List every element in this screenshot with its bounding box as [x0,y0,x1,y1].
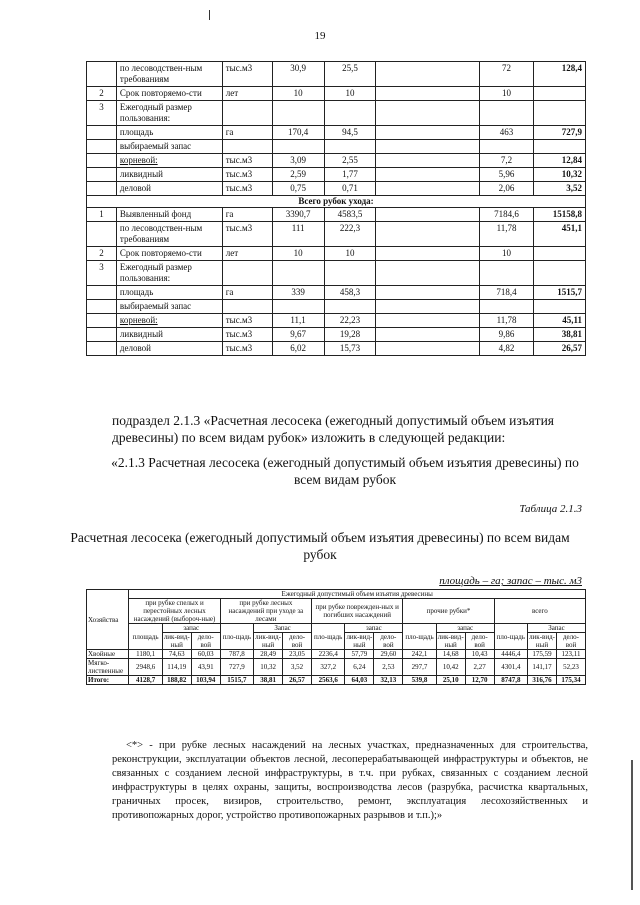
row-name: Выявленный фонд [116,208,222,222]
value-cell: 28,49 [254,650,283,659]
zapas-header-2: Запас [254,624,312,633]
row-unit: тыс.м3 [222,342,272,356]
value-cell: 718,4 [480,286,534,300]
liquid-header-2: лик-вид-ный [255,633,282,649]
footnote-text: <*> - при рубке лесных насаждений на лесных участках, предназначенных для строительства, реконструкции, эксплуатации объектов лесной, лесоперерабатывающей инфраструктуры и объектов, не связанных с созданием лесной инфраструктуры, в т.ч. при рубках, связанных с созданием лесной инфраструктуры в целях охраны, защиты, воспроизводства лесов (разрубка, расчистка квартальных, граничных просек, визиров, строительство, ремонт, эксплуатация лесохозяйственных и противопожарных дорог, устройство противопожарных разрывов и т.п.);» [112,740,588,821]
row-name: выбираемый запас [116,300,222,314]
value-cell: 4583,5 [324,208,376,222]
total-cell: 45,11 [533,314,585,328]
row-unit [222,300,272,314]
units-note: площадь – га; запас – тыс. м3 [439,575,582,587]
table-row [87,222,586,247]
business-header-3: дело-вой [374,633,403,650]
total-cell [533,87,585,101]
total-cell: 1515,7 [533,286,585,300]
value-cell [376,342,480,356]
scan-mark [209,10,210,20]
table-row [87,101,586,126]
row-unit: тыс.м3 [222,154,272,168]
row-number: 3 [87,101,117,126]
row-number [87,328,117,342]
row-number: 1 [87,208,117,222]
row-unit: тыс.м3 [222,328,272,342]
zapas-header-1: запас [162,624,220,633]
value-cell: 6,02 [272,342,324,356]
row-number [87,62,117,87]
value-cell: 3,09 [272,154,324,168]
value-cell [376,62,480,87]
top-header: Ежегодный допустимый объем изъятия древесины [129,590,586,599]
total-cell: 451,1 [533,222,585,247]
row-name: Срок повторяемо-сти [116,247,222,261]
value-cell [376,182,480,196]
row-unit: тыс.м3 [222,182,272,196]
table-title: Расчетная лесосека (ежегодный допустимый объем изъятия древесины) по всем видам рубок [70,530,570,562]
footnote [112,739,588,823]
value-cell [272,140,324,154]
group-1: при рубке спелых и перестойных лесных насаждений (выбороч-ные) [129,599,220,624]
row-unit: тыс.м3 [222,62,272,87]
value-cell: 0,75 [272,182,324,196]
paragraph-section-title: «2.1.3 Расчетная лесосека (ежегодный допустимый объем изъятия древесины) по всем видам рубок [111,455,579,487]
total-cell [533,247,585,261]
value-cell: 32,13 [374,676,403,685]
table-row [87,328,586,342]
table-row [87,168,586,182]
row-number: 2 [87,87,117,101]
value-cell: 25,10 [436,676,465,685]
row-number [87,286,117,300]
table-row [87,676,586,685]
value-cell: 2,06 [480,182,534,196]
value-cell [376,154,480,168]
value-cell: 6,24 [345,659,374,676]
value-cell: 4301,4 [494,659,527,676]
total-cell: 727,9 [533,126,585,140]
total-cell: 26,57 [533,342,585,356]
value-cell: 1515,7 [220,676,253,685]
value-cell: 463 [480,126,534,140]
liquid-header-4: лик-вид-ный [437,633,464,649]
value-cell [376,247,480,261]
value-cell: 14,68 [436,650,465,659]
value-cell: 10,43 [465,650,494,659]
row-number [87,342,117,356]
value-cell: 2,27 [465,659,494,676]
table-row [87,659,586,676]
farm-name: Мягко-лиственные [87,659,129,676]
value-cell: 141,17 [528,659,557,676]
area-header-4: пло-щадь [403,624,436,650]
value-cell: 74,63 [162,650,191,659]
value-cell: 1180,1 [129,650,162,659]
value-cell: 19,28 [324,328,376,342]
value-cell: 175,59 [528,650,557,659]
table-row [87,140,586,154]
row-number [87,126,117,140]
row-name: деловой [116,342,222,356]
business-header-4: дело-вой [465,633,494,650]
table-row [87,182,586,196]
row-name: по лесоводствен-ным требованиям [116,222,222,247]
row-number [87,182,117,196]
value-cell: 111 [272,222,324,247]
row-name: по лесоводствен-ным требованиям [116,62,222,87]
total-cell [533,140,585,154]
row-number [87,222,117,247]
row-name: площадь [116,126,222,140]
value-cell: 25,5 [324,62,376,87]
row-unit [222,261,272,286]
table-row [87,126,586,140]
value-cell [376,208,480,222]
table-row [87,314,586,328]
value-cell: 3390,7 [272,208,324,222]
value-cell [376,140,480,154]
table-row [87,342,586,356]
value-cell: 188,82 [162,676,191,685]
zapas-header-5: Запас [528,624,586,633]
value-cell: 11,1 [272,314,324,328]
value-cell [376,101,480,126]
value-cell: 26,57 [283,676,312,685]
value-cell: 64,03 [345,676,374,685]
liquid-header-5: лик-вид-ный [529,633,555,649]
total-cell: 15158,8 [533,208,585,222]
value-cell [376,300,480,314]
business-header-1: дело-вой [191,633,220,650]
value-cell [324,101,376,126]
value-cell [480,300,534,314]
value-cell: 60,03 [191,650,220,659]
total-cell: 12,84 [533,154,585,168]
value-cell: 10 [324,247,376,261]
value-cell: 11,78 [480,222,534,247]
row-number [87,140,117,154]
value-cell [480,261,534,286]
value-cell: 103,94 [191,676,220,685]
value-cell [480,101,534,126]
row-unit: лет [222,247,272,261]
value-cell: 0,71 [324,182,376,196]
value-cell: 10,32 [254,659,283,676]
forest-table [86,61,586,356]
area-header-2: пло-щадь [220,624,253,650]
row-unit [222,140,272,154]
table-row [87,62,586,87]
value-cell: 22,23 [324,314,376,328]
total-cell [533,261,585,286]
farm-name: Хвойные [87,650,129,659]
value-cell: 123,11 [557,650,586,659]
zapas-header-3: запас [345,624,403,633]
farm-name: Итого: [87,676,129,685]
total-cell: 38,81 [533,328,585,342]
row-name: ликвидный [116,328,222,342]
value-cell: 10,42 [436,659,465,676]
value-cell: 9,86 [480,328,534,342]
value-cell [272,101,324,126]
value-cell [480,140,534,154]
area-header-1: площадь [129,624,162,650]
value-cell: 458,3 [324,286,376,300]
value-cell [324,300,376,314]
value-cell [324,261,376,286]
value-cell: 242,1 [403,650,436,659]
value-cell: 4,82 [480,342,534,356]
row-number: 2 [87,247,117,261]
value-cell: 8747,8 [494,676,527,685]
total-cell [533,300,585,314]
value-cell: 23,05 [283,650,312,659]
value-cell: 2,59 [272,168,324,182]
row-name: корневой: [116,314,222,328]
table-row [87,247,586,261]
row-unit: лет [222,87,272,101]
page-number: 19 [314,30,326,42]
value-cell: 727,9 [220,659,253,676]
table-row [87,650,586,659]
total-cell: 3,52 [533,182,585,196]
value-cell: 10 [272,87,324,101]
row-unit: га [222,286,272,300]
value-cell: 2,55 [324,154,376,168]
total-cell: 10,32 [533,168,585,182]
value-cell: 10 [480,247,534,261]
value-cell: 12,70 [465,676,494,685]
paragraph-intro: подраздел 2.1.3 «Расчетная лесосека (ежегодный допустимый объем изъятия древесины) по всем видам рубок» изложить в следующей редакции: [112,413,554,445]
value-cell [376,328,480,342]
area-header-3: пло-щадь [312,624,345,650]
value-cell [272,300,324,314]
allowable-cut-table [86,589,586,685]
table-row [87,154,586,168]
row-number [87,300,117,314]
value-cell [324,140,376,154]
value-cell: 222,3 [324,222,376,247]
liquid-header-3: лик-вид-ный [346,633,373,649]
col-farm: Хозяйства [87,590,129,650]
row-name: Ежегодный размер пользования: [116,261,222,286]
value-cell [272,261,324,286]
value-cell: 2236,4 [312,650,345,659]
row-name: ликвидный [116,168,222,182]
value-cell: 339 [272,286,324,300]
table-row [87,87,586,101]
value-cell: 114,19 [162,659,191,676]
row-unit [222,101,272,126]
value-cell: 787,8 [220,650,253,659]
total-cell [533,101,585,126]
row-name: площадь [116,286,222,300]
table-row [87,286,586,300]
table-label: Таблица 2.1.3 [519,503,582,515]
business-header-5: дело-вой [557,633,586,650]
row-unit: га [222,208,272,222]
value-cell: 4446,4 [494,650,527,659]
row-unit: тыс.м3 [222,222,272,247]
value-cell [376,168,480,182]
value-cell: 43,91 [191,659,220,676]
value-cell: 297,7 [403,659,436,676]
value-cell [376,261,480,286]
value-cell: 9,67 [272,328,324,342]
value-cell: 5,96 [480,168,534,182]
value-cell: 10 [272,247,324,261]
group-3: при рубке поврежден-ных и погибших насаждений [312,599,403,624]
row-unit: тыс.м3 [222,168,272,182]
row-name: Срок повторяемо-сти [116,87,222,101]
total-cell: 128,4 [533,62,585,87]
row-name: корневой: [116,154,222,168]
area-header-5: пло-щадь [494,624,527,650]
group-2: при рубке лесных насаждений при уходе за лесами [220,599,311,624]
value-cell: 15,73 [324,342,376,356]
value-cell: 29,60 [374,650,403,659]
value-cell: 7,2 [480,154,534,168]
table-row [87,261,586,286]
value-cell [376,286,480,300]
value-cell: 539,8 [403,676,436,685]
value-cell: 72 [480,62,534,87]
row-name: Ежегодный размер пользования: [116,101,222,126]
value-cell: 38,81 [254,676,283,685]
row-unit: тыс.м3 [222,314,272,328]
value-cell: 175,34 [557,676,586,685]
value-cell: 94,5 [324,126,376,140]
value-cell [376,126,480,140]
group-4: прочие рубки* [403,599,494,624]
row-name: деловой [116,182,222,196]
value-cell: 52,23 [557,659,586,676]
value-cell: 4128,7 [129,676,162,685]
value-cell [376,314,480,328]
value-cell: 3,52 [283,659,312,676]
value-cell: 327,2 [312,659,345,676]
value-cell [376,222,480,247]
zapas-header-4: запас [436,624,494,633]
value-cell [376,87,480,101]
row-number: 3 [87,261,117,286]
row-name: выбираемый запас [116,140,222,154]
value-cell: 57,79 [345,650,374,659]
table-row [87,300,586,314]
value-cell: 7184,6 [480,208,534,222]
row-number [87,154,117,168]
table-subheader: Всего рубок ухода: [87,196,586,208]
row-number [87,314,117,328]
value-cell: 2948,6 [129,659,162,676]
table-row [87,208,586,222]
liquid-header-1: лик-вид-ный [163,633,190,649]
value-cell: 316,76 [528,676,557,685]
value-cell: 1,77 [324,168,376,182]
value-cell: 30,9 [272,62,324,87]
value-cell: 10 [480,87,534,101]
value-cell: 170,4 [272,126,324,140]
group-5: всего [494,599,585,624]
row-unit: га [222,126,272,140]
value-cell: 11,78 [480,314,534,328]
table-subheader-row [87,196,586,208]
scan-edge [631,760,633,890]
business-header-2: дело-вой [283,633,312,650]
value-cell: 10 [324,87,376,101]
value-cell: 2,53 [374,659,403,676]
value-cell: 2563,6 [312,676,345,685]
row-number [87,168,117,182]
